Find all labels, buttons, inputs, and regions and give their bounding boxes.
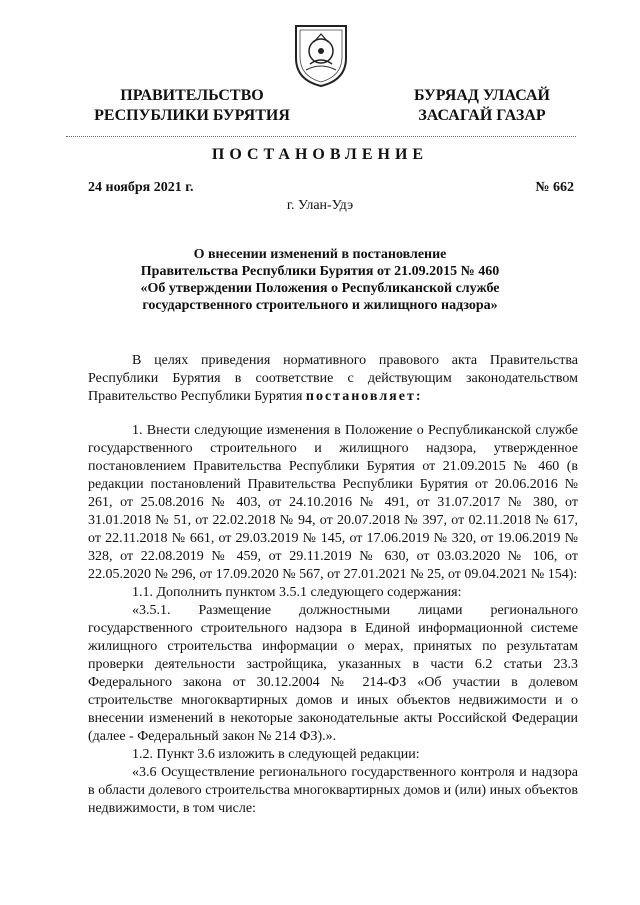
government-name-buryat bbox=[392, 86, 572, 126]
subject-line-4: государственного строительного и жилищного надзора» bbox=[142, 298, 498, 313]
document-body bbox=[88, 422, 578, 818]
subject-line-2: Правительства Республики Бурятия от 21.09.2015 № 460 bbox=[140, 264, 500, 279]
paragraph-1-2: 1.2. Пункт 3.6 изложить в следующей редакции: bbox=[132, 747, 420, 762]
document-number: № 662 bbox=[535, 180, 574, 195]
preamble bbox=[88, 352, 578, 406]
government-name-line-1: ПРАВИТЕЛЬСТВО bbox=[120, 87, 264, 104]
subject-line-3: «Об утверждении Положения о Республиканской службе bbox=[140, 281, 500, 296]
preamble-text: В целях приведения нормативного правового акта Правительства Республики Бурятия в соответствие с действующим законодательством Правительство Республики Бурятия bbox=[88, 353, 578, 404]
government-name-buryat-line-2: ЗАСАГАЙ ГАЗАР bbox=[418, 107, 546, 124]
document-subject bbox=[80, 246, 560, 314]
government-name-line-2: РЕСПУБЛИКИ БУРЯТИЯ bbox=[94, 107, 290, 124]
header-divider bbox=[66, 136, 576, 137]
document-date: 24 ноября 2021 г. bbox=[88, 180, 194, 195]
paragraph-1-1: 1.1. Дополнить пунктом 3.5.1 следующего содержания: bbox=[132, 585, 462, 600]
paragraph-1: 1. Внести следующие изменения в Положение о Республиканской службе государственного строительного и жилищного надзора, утвержденное постановлением Правительства Республики Бурятия от 21.09.2015 № 460 (в редакции постановлений Правительства Республики Бурятия от 20.06.2016 № 261, от 25.08.2016 № 403, от 24.10.2016 № 491, от 31.07.2017 № 380, от 31.01.2018 № 51, от 22.02.2018 № 94, от 20.07.2018 № 397, от 02.11.2018 № 617, от 22.11.2018 № 661, от 29.03.2019 № 145, от 17.06.2019 № 320, от 19.06.2019 № 328, от 22.08.2019 № 459, от 29.11.2019 № 630, от 03.03.2020 № 106, от 22.05.2020 № 296, от 17.09.2020 № 567, от 27.01.2021 № 25, от 09.04.2021 № 154): bbox=[88, 423, 578, 582]
paragraph-3-6: «3.6 Осуществление регионального государственного контроля и надзора в области долевого строительства многоквартирных домов и (или) иных объектов недвижимости, в том числе: bbox=[88, 765, 578, 816]
document-city: г. Улан-Удэ bbox=[286, 198, 354, 213]
document-type-title: ПОСТАНОВЛЕНИЕ bbox=[211, 146, 429, 163]
coat-of-arms-emblem bbox=[290, 20, 352, 88]
paragraph-3-5-1: «3.5.1. Размещение должностными лицами регионального государственного строительного надзора в Единой информационной системе жилищного строительства информации о мерах, принятых по результатам проверки деятельности застройщика, указанных в части 6.2 статьи 23.3 Федерального закона от 30.12.2004 № 214-ФЗ «Об участии в долевом строительстве многоквартирных домов и иных объектов недвижимости и о внесении изменений в некоторые законодательные акты Российской Федерации (далее - Федеральный закон № 214 ФЗ).». bbox=[88, 603, 578, 744]
subject-line-1: О внесении изменений в постановление bbox=[193, 247, 447, 262]
preamble-decree: постановляет: bbox=[305, 389, 423, 404]
government-name-russian bbox=[82, 86, 302, 126]
government-name-buryat-line-1: БУРЯАД УЛАСАЙ bbox=[414, 87, 550, 104]
